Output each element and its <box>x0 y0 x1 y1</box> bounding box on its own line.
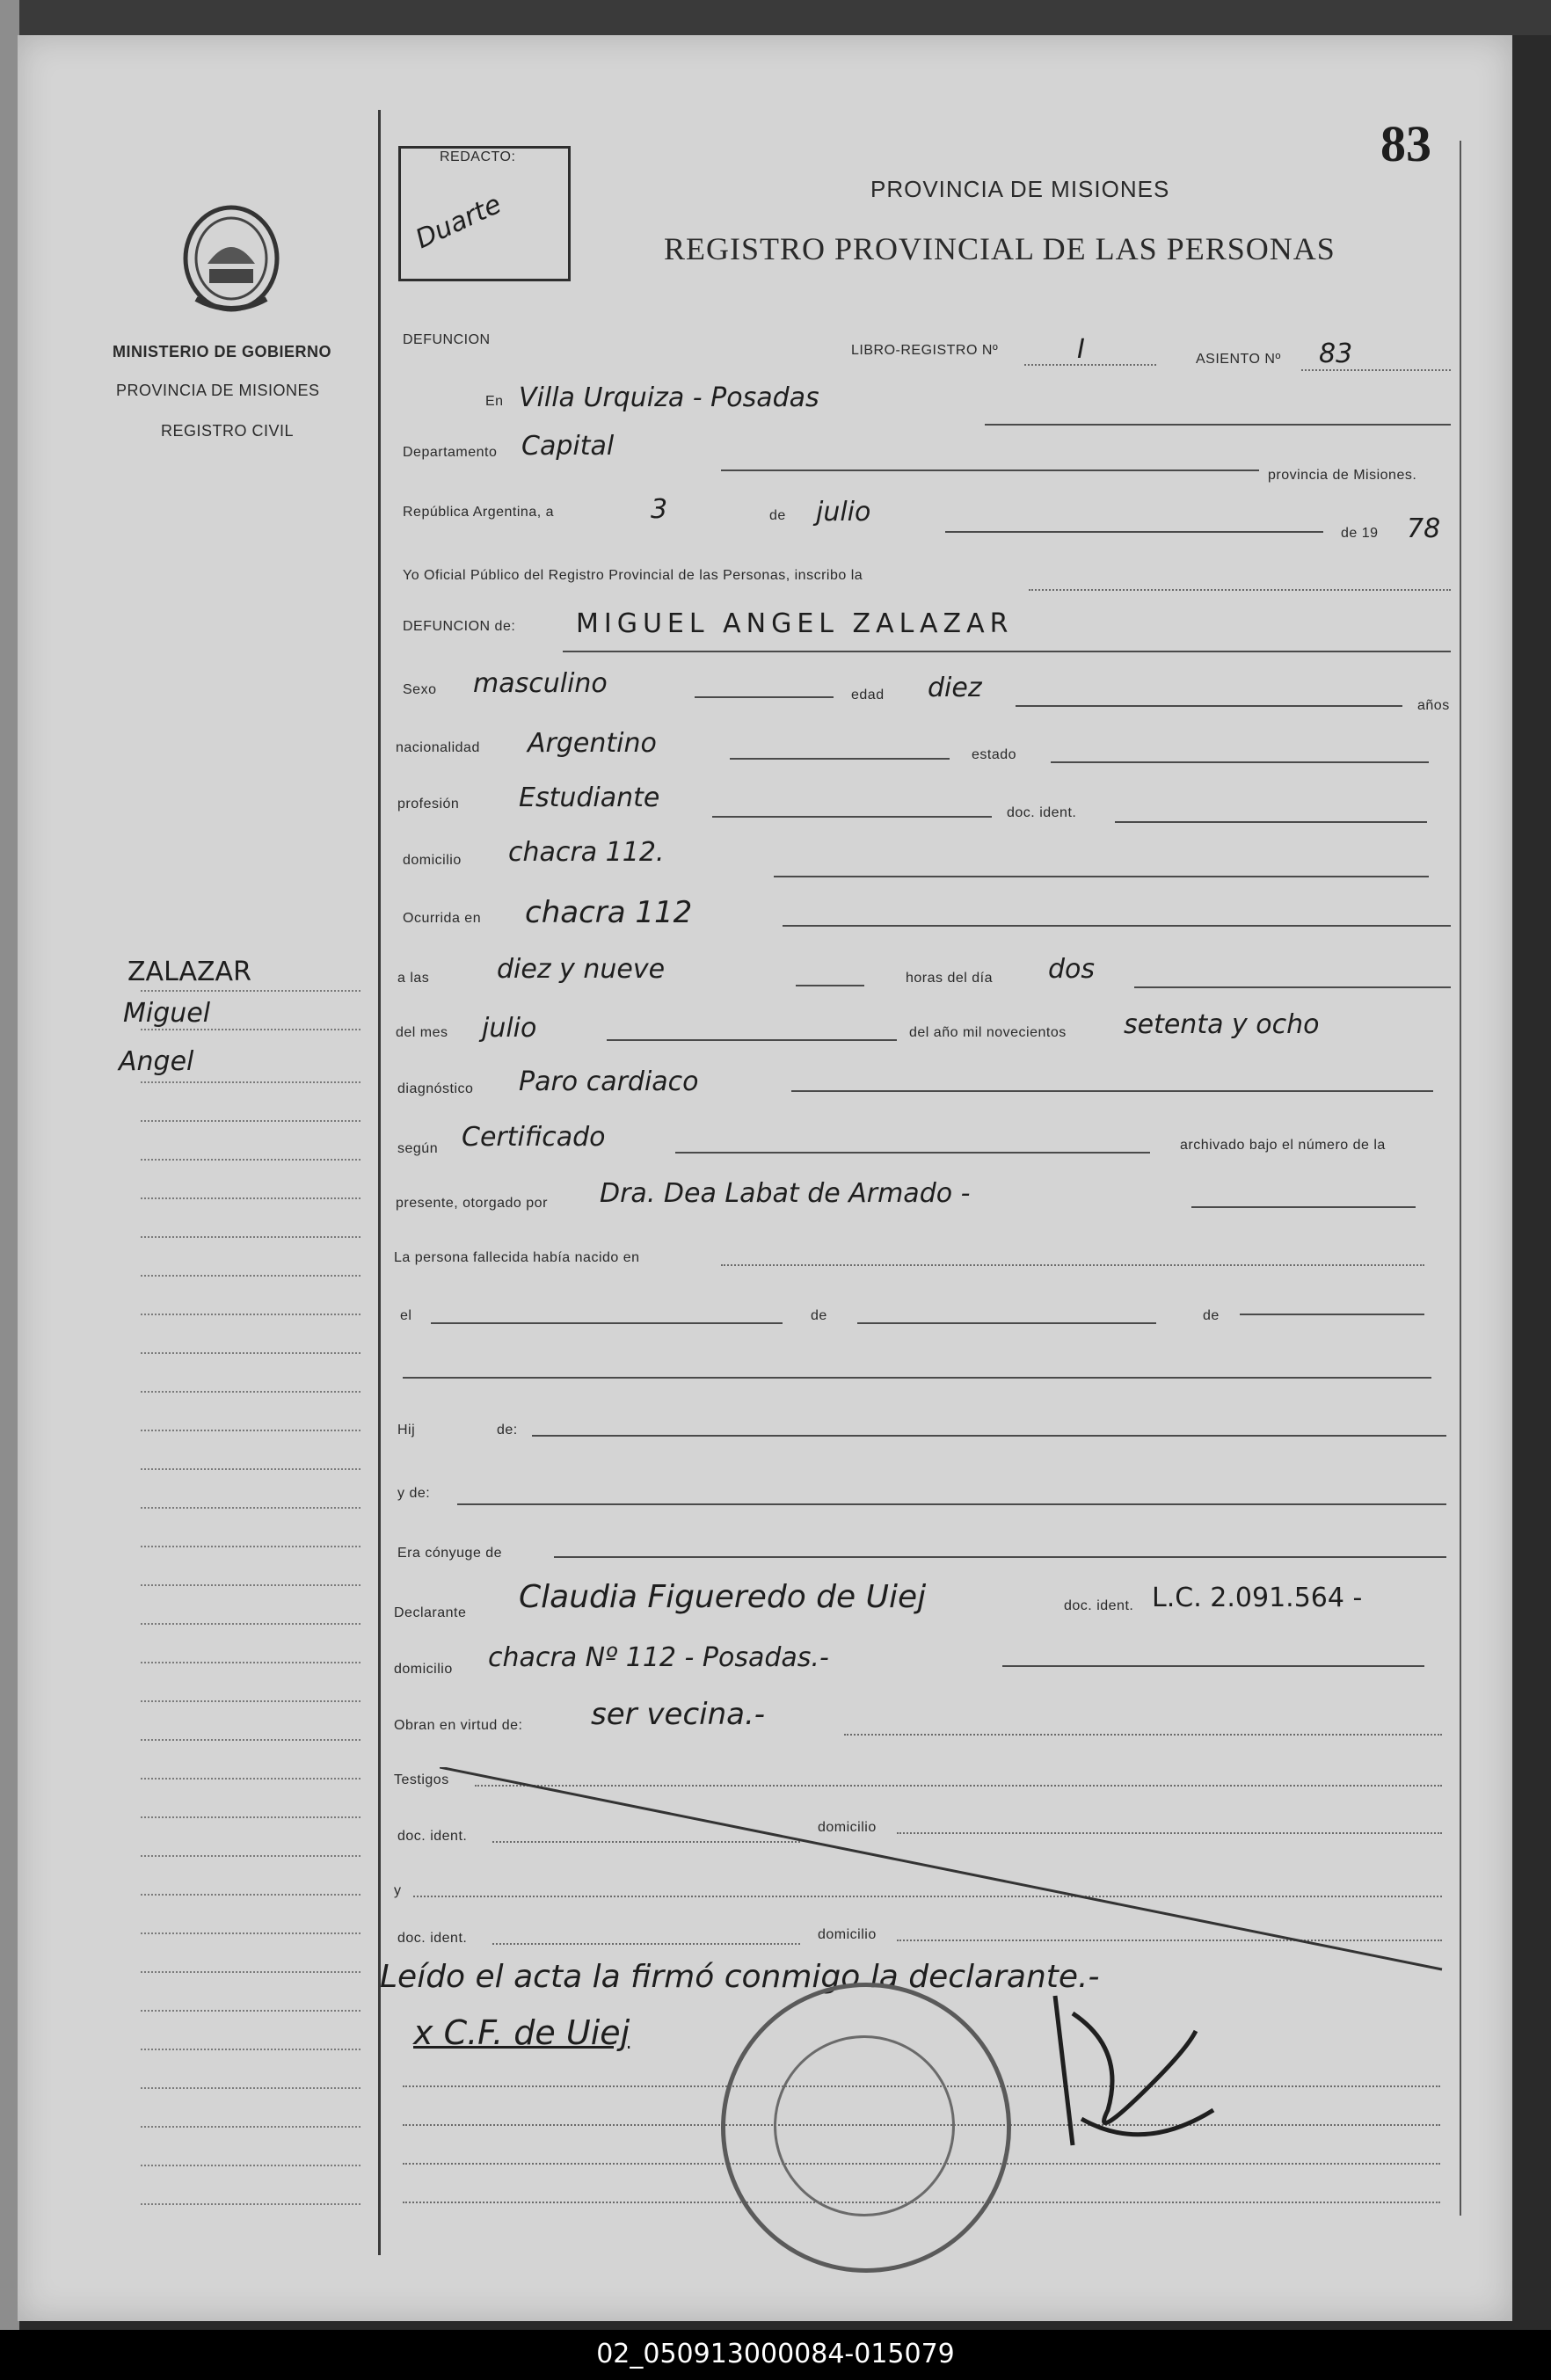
el-line <box>431 1322 783 1324</box>
redacto-label: REDACTO: <box>440 149 516 164</box>
margin-note-surname: ZALAZAR <box>127 957 251 987</box>
margin-row <box>141 1894 360 1896</box>
nombre-line <box>563 651 1451 652</box>
republica-label: República Argentina, a <box>403 505 554 520</box>
en-line <box>985 424 1451 426</box>
docident-line <box>1115 821 1427 823</box>
margin-row <box>141 1029 360 1030</box>
margin-row <box>141 1507 360 1509</box>
provincia-suffix: provincia de Misiones. <box>1268 468 1417 483</box>
segun-value: Certificado <box>462 1122 606 1153</box>
file-caption: 02_050913000084-015079 <box>596 2339 955 2369</box>
delmes-label: del mes <box>396 1025 448 1040</box>
anio-label: de 19 <box>1341 526 1379 541</box>
anio-value: 78 <box>1407 513 1441 544</box>
diagnostico-line <box>791 1090 1433 1092</box>
doc-ident-label: doc. ident. <box>397 1829 468 1844</box>
domicilio-label: domicilio <box>403 853 462 868</box>
nombre-value: MIGUEL ANGEL ZALAZAR <box>576 608 1014 639</box>
margin-row <box>141 1584 360 1586</box>
docident-label: doc. ident. <box>1007 805 1077 820</box>
domicilio-line <box>774 876 1429 877</box>
edad-line <box>1016 705 1402 707</box>
hij-label: Hij <box>397 1423 416 1437</box>
declarante-label: Declarante <box>394 1605 467 1620</box>
margin-row <box>141 1816 360 1818</box>
edad-value: diez <box>928 673 982 703</box>
margin-note-first: Miguel <box>123 998 211 1029</box>
right-border <box>1460 141 1461 2216</box>
testigos-strike <box>440 1767 1451 1978</box>
asiento-label: ASIENTO Nº <box>1196 352 1281 367</box>
margin-row <box>141 1352 360 1354</box>
libro-label: LIBRO-REGISTRO Nº <box>851 343 999 358</box>
profesion-value: Estudiante <box>519 782 660 813</box>
horas-label: horas del día <box>906 971 994 986</box>
doc-ident2-label: doc. ident. <box>397 1931 468 1946</box>
de3-label: de <box>1203 1308 1220 1323</box>
diagnostico-value: Paro cardiaco <box>519 1066 699 1097</box>
declarante-dom-value: chacra Nº 112 - Posadas.- <box>488 1642 829 1673</box>
declarante-dom-line <box>1002 1665 1424 1667</box>
profesion-line <box>712 816 992 818</box>
domicilio3-label: domicilio <box>818 1927 877 1942</box>
testigos-label: Testigos <box>394 1772 449 1787</box>
archivado-label: archivado bajo el número de la <box>1180 1138 1386 1153</box>
closing-text: Leído el acta la firmó conmigo la declarante.- <box>380 1959 1100 1995</box>
page-number: 83 <box>1380 115 1431 172</box>
province-header: PROVINCIA DE MISIONES <box>870 176 1170 202</box>
margin-divider <box>378 110 381 2255</box>
diagnostico-label: diagnóstico <box>397 1081 474 1096</box>
en-label: En <box>485 394 504 409</box>
margin-row <box>141 1236 360 1238</box>
horas-value: dos <box>1048 954 1096 985</box>
ocurrida-value: chacra 112 <box>525 895 693 930</box>
y-label: y <box>394 1883 402 1898</box>
libro-value: I <box>1077 334 1085 365</box>
dia-value: 3 <box>651 494 668 525</box>
registry-seal-inner <box>774 2035 955 2216</box>
margin-row <box>141 1430 360 1431</box>
ocurrida-label: Ocurrida en <box>403 911 482 926</box>
coat-of-arms-icon <box>174 195 288 318</box>
conyuge-label: Era cónyuge de <box>397 1546 503 1561</box>
registry-title: REGISTRO PROVINCIAL DE LAS PERSONAS <box>664 231 1336 266</box>
margin-row <box>141 2010 360 2012</box>
yde-line <box>457 1503 1446 1505</box>
segun-label: según <box>397 1141 439 1156</box>
act-type-label: DEFUNCION <box>403 332 491 347</box>
alas-label: a las <box>397 971 430 986</box>
asiento-value: 83 <box>1319 338 1353 369</box>
conyuge-line <box>554 1556 1446 1558</box>
de2-label: de <box>811 1308 827 1323</box>
margin-row <box>141 1855 360 1857</box>
obran-label: Obran en virtud de: <box>394 1718 523 1733</box>
margin-row <box>141 1197 360 1199</box>
el-label: el <box>400 1308 412 1323</box>
margin-row <box>141 1971 360 1973</box>
ocurrida-line <box>783 925 1451 927</box>
anos-label: años <box>1417 698 1450 713</box>
margin-row <box>141 1275 360 1277</box>
margin-row <box>141 2165 360 2166</box>
delmes-line <box>607 1039 897 1041</box>
nacionalidad-line <box>730 758 950 760</box>
nacido-label: La persona fallecida había nacido en <box>394 1250 640 1265</box>
margin-note-second: Angel <box>119 1046 194 1077</box>
margin-row <box>141 1120 360 1122</box>
nacionalidad-value: Argentino <box>528 728 657 759</box>
margin-row <box>141 1623 360 1625</box>
margin-row <box>141 1662 360 1663</box>
margin-row <box>141 1081 360 1083</box>
obran-dots <box>844 1734 1442 1736</box>
departamento-label: Departamento <box>403 445 498 460</box>
ministry-label: MINISTERIO DE GOBIERNO <box>113 343 332 360</box>
declarante-doc-value: L.C. 2.091.564 - <box>1152 1583 1363 1613</box>
declarante-doc-label: doc. ident. <box>1064 1598 1134 1613</box>
segun-line <box>675 1152 1150 1154</box>
margin-row <box>141 2126 360 2128</box>
domicilio2-label: domicilio <box>818 1820 877 1835</box>
margin-row <box>141 1739 360 1741</box>
province-label-left: PROVINCIA DE MISIONES <box>116 382 320 399</box>
profesion-label: profesión <box>397 797 460 812</box>
sexo-line <box>695 696 834 698</box>
domicilio-value: chacra 112. <box>508 837 665 868</box>
margin-row <box>141 1391 360 1393</box>
mes-value: julio <box>816 497 871 528</box>
margin-row <box>141 2087 360 2089</box>
margin-row <box>141 990 360 992</box>
libro-dots <box>1024 364 1156 366</box>
alas-line <box>796 985 864 986</box>
margin-row <box>141 2049 360 2050</box>
presente-label: presente, otorgado por <box>396 1196 548 1211</box>
margin-row <box>141 1546 360 1547</box>
delano-label: del año mil novecientos <box>909 1025 1067 1040</box>
alas-value: diez y nueve <box>497 954 666 985</box>
officer-signature <box>1020 1978 1231 2172</box>
declarante-dom-label: domicilio <box>394 1662 453 1677</box>
nacido-dots <box>721 1264 1424 1266</box>
de2-line <box>857 1322 1156 1324</box>
oficial-text: Yo Oficial Público del Registro Provincial de las Personas, inscribo la <box>403 568 863 583</box>
oficial-dots <box>1029 589 1451 591</box>
edad-label: edad <box>851 688 885 702</box>
margin-row <box>141 1932 360 1934</box>
departamento-line <box>721 469 1259 471</box>
estado-line <box>1051 761 1429 763</box>
obran-value: ser vecina.- <box>591 1697 766 1732</box>
presente-value: Dra. Dea Labat de Armado - <box>600 1178 971 1209</box>
de-label: de <box>769 508 786 523</box>
margin-row <box>141 1700 360 1702</box>
hij-line <box>532 1435 1446 1437</box>
scan-top-shadow <box>0 0 1551 35</box>
redacto-value: Duarte <box>411 188 506 256</box>
sexo-value: masculino <box>473 668 608 699</box>
margin-row <box>141 1159 360 1161</box>
departamento-value: Capital <box>521 431 615 462</box>
nacionalidad-label: nacionalidad <box>396 740 480 755</box>
binding-edge <box>0 0 19 2380</box>
de3-line <box>1240 1314 1424 1315</box>
sexo-label: Sexo <box>403 682 437 697</box>
blank-line-1 <box>403 1377 1431 1379</box>
delmes-value: julio <box>482 1013 537 1044</box>
en-value: Villa Urquiza - Posadas <box>519 382 819 413</box>
registry-label: REGISTRO CIVIL <box>161 422 295 440</box>
signature-text: x C.F. de Uiej <box>413 2013 630 2052</box>
defuncion-de-label: DEFUNCION de: <box>403 619 516 634</box>
hij-de-label: de: <box>497 1423 518 1437</box>
yde-label: y de: <box>397 1486 431 1501</box>
margin-row <box>141 1468 360 1470</box>
declarante-value: Claudia Figueredo de Uiej <box>519 1579 927 1615</box>
delano-value: setenta y ocho <box>1124 1009 1320 1040</box>
estado-label: estado <box>972 747 1017 762</box>
fecha-line <box>945 531 1323 533</box>
margin-row <box>141 1314 360 1315</box>
presente-line <box>1191 1206 1416 1208</box>
horas-line <box>1134 986 1451 988</box>
margin-row <box>141 1778 360 1780</box>
margin-row <box>141 2203 360 2205</box>
asiento-dots <box>1301 369 1451 371</box>
